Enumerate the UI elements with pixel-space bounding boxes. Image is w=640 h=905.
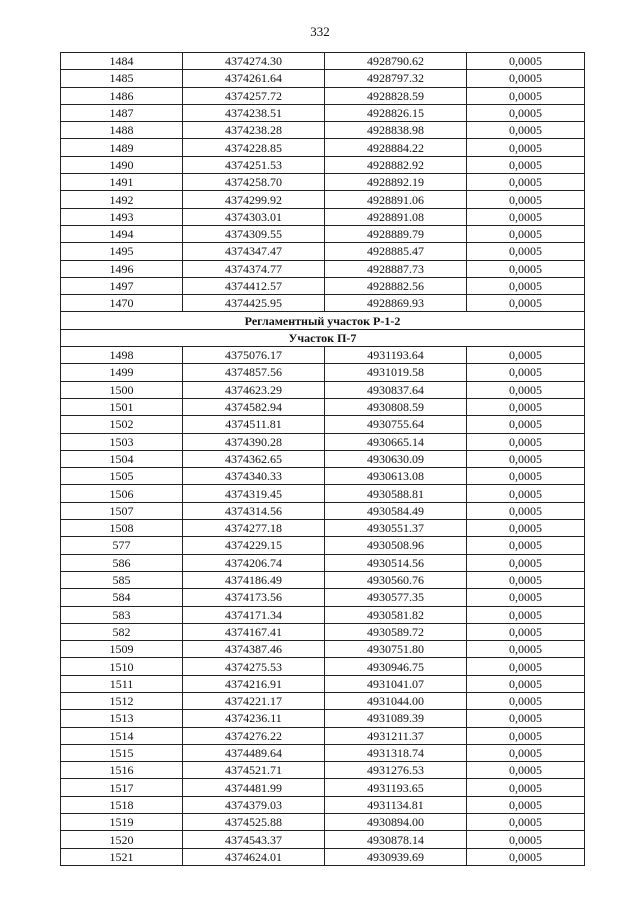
y-coordinate-cell: 4928882.92	[325, 156, 467, 173]
y-coordinate-cell: 4930808.59	[325, 398, 467, 415]
accuracy-cell: 0,0005	[467, 537, 585, 554]
table-row	[61, 260, 585, 277]
accuracy-cell: 0,0005	[467, 416, 585, 433]
accuracy-cell: 0,0005	[467, 623, 585, 640]
x-coordinate-cell: 4375076.17	[183, 347, 325, 364]
x-coordinate-cell: 4374276.22	[183, 727, 325, 744]
x-coordinate-cell: 4374299.92	[183, 191, 325, 208]
y-coordinate-cell: 4930584.49	[325, 502, 467, 519]
point-number-cell: 1488	[61, 122, 183, 139]
point-number-cell: 1499	[61, 364, 183, 381]
y-coordinate-cell: 4930577.35	[325, 589, 467, 606]
accuracy-cell: 0,0005	[467, 727, 585, 744]
point-number-cell: 1487	[61, 104, 183, 121]
accuracy-cell: 0,0005	[467, 87, 585, 104]
y-coordinate-cell: 4928790.62	[325, 53, 467, 70]
accuracy-cell: 0,0005	[467, 53, 585, 70]
y-coordinate-cell: 4928891.06	[325, 191, 467, 208]
x-coordinate-cell: 4374412.57	[183, 277, 325, 294]
accuracy-cell: 0,0005	[467, 139, 585, 156]
table-row	[61, 174, 585, 191]
x-coordinate-cell: 4374236.11	[183, 710, 325, 727]
point-number-cell: 584	[61, 589, 183, 606]
accuracy-cell: 0,0005	[467, 398, 585, 415]
point-number-cell: 582	[61, 623, 183, 640]
point-number-cell: 1484	[61, 53, 183, 70]
accuracy-cell: 0,0005	[467, 468, 585, 485]
y-coordinate-cell: 4928891.08	[325, 208, 467, 225]
table-row	[61, 502, 585, 519]
x-coordinate-cell: 4374857.56	[183, 364, 325, 381]
x-coordinate-cell: 4374261.64	[183, 70, 325, 87]
accuracy-cell: 0,0005	[467, 779, 585, 796]
accuracy-cell: 0,0005	[467, 364, 585, 381]
y-coordinate-cell: 4930508.96	[325, 537, 467, 554]
accuracy-cell: 0,0005	[467, 658, 585, 675]
table-row	[61, 554, 585, 571]
table-row	[61, 537, 585, 554]
table-row	[61, 796, 585, 813]
y-coordinate-cell: 4930581.82	[325, 606, 467, 623]
table-row	[61, 571, 585, 588]
point-number-cell: 1514	[61, 727, 183, 744]
x-coordinate-cell: 4374390.28	[183, 433, 325, 450]
x-coordinate-cell: 4374251.53	[183, 156, 325, 173]
point-number-cell: 1494	[61, 225, 183, 242]
x-coordinate-cell: 4374347.47	[183, 243, 325, 260]
y-coordinate-cell: 4930589.72	[325, 623, 467, 640]
point-number-cell: 577	[61, 537, 183, 554]
accuracy-cell: 0,0005	[467, 485, 585, 502]
point-number-cell: 1493	[61, 208, 183, 225]
y-coordinate-cell: 4930665.14	[325, 433, 467, 450]
x-coordinate-cell: 4374340.33	[183, 468, 325, 485]
point-number-cell: 1492	[61, 191, 183, 208]
table-row	[61, 295, 585, 312]
point-number-cell: 1515	[61, 744, 183, 761]
x-coordinate-cell: 4374309.55	[183, 225, 325, 242]
x-coordinate-cell: 4374489.64	[183, 744, 325, 761]
accuracy-cell: 0,0005	[467, 450, 585, 467]
point-number-cell: 1497	[61, 277, 183, 294]
accuracy-cell: 0,0005	[467, 191, 585, 208]
x-coordinate-cell: 4374277.18	[183, 520, 325, 537]
y-coordinate-cell: 4930939.69	[325, 848, 467, 865]
y-coordinate-cell: 4931211.37	[325, 727, 467, 744]
y-coordinate-cell: 4931041.07	[325, 675, 467, 692]
accuracy-cell: 0,0005	[467, 347, 585, 364]
point-number-cell: 585	[61, 571, 183, 588]
point-number-cell: 1486	[61, 87, 183, 104]
x-coordinate-cell: 4374314.56	[183, 502, 325, 519]
x-coordinate-cell: 4374228.85	[183, 139, 325, 156]
point-number-cell: 1501	[61, 398, 183, 415]
y-coordinate-cell: 4928838.98	[325, 122, 467, 139]
section-header-row	[61, 312, 585, 329]
coordinates-table	[60, 52, 585, 866]
y-coordinate-cell: 4931044.00	[325, 692, 467, 709]
table-row	[61, 225, 585, 242]
y-coordinate-cell: 4928889.79	[325, 225, 467, 242]
x-coordinate-cell: 4374425.95	[183, 295, 325, 312]
point-number-cell: 1517	[61, 779, 183, 796]
point-number-cell: 1504	[61, 450, 183, 467]
accuracy-cell: 0,0005	[467, 260, 585, 277]
table-row	[61, 779, 585, 796]
point-number-cell: 1502	[61, 416, 183, 433]
x-coordinate-cell: 4374221.17	[183, 692, 325, 709]
accuracy-cell: 0,0005	[467, 104, 585, 121]
accuracy-cell: 0,0005	[467, 589, 585, 606]
accuracy-cell: 0,0005	[467, 831, 585, 848]
point-number-cell: 1516	[61, 762, 183, 779]
y-coordinate-cell: 4928884.22	[325, 139, 467, 156]
accuracy-cell: 0,0005	[467, 243, 585, 260]
point-number-cell: 1509	[61, 641, 183, 658]
table-row	[61, 139, 585, 156]
point-number-cell: 586	[61, 554, 183, 571]
point-number-cell: 1485	[61, 70, 183, 87]
table-row	[61, 208, 585, 225]
x-coordinate-cell: 4374481.99	[183, 779, 325, 796]
table-row	[61, 70, 585, 87]
section-header: Участок П-7	[61, 329, 585, 346]
y-coordinate-cell: 4930630.09	[325, 450, 467, 467]
accuracy-cell: 0,0005	[467, 710, 585, 727]
x-coordinate-cell: 4374274.30	[183, 53, 325, 70]
point-number-cell: 1518	[61, 796, 183, 813]
point-number-cell: 1507	[61, 502, 183, 519]
table-row	[61, 450, 585, 467]
accuracy-cell: 0,0005	[467, 675, 585, 692]
x-coordinate-cell: 4374623.29	[183, 381, 325, 398]
y-coordinate-cell: 4931019.58	[325, 364, 467, 381]
accuracy-cell: 0,0005	[467, 571, 585, 588]
point-number-cell: 1503	[61, 433, 183, 450]
section-header-row	[61, 329, 585, 346]
y-coordinate-cell: 4930751.80	[325, 641, 467, 658]
x-coordinate-cell: 4374206.74	[183, 554, 325, 571]
point-number-cell: 1521	[61, 848, 183, 865]
point-number-cell: 1508	[61, 520, 183, 537]
accuracy-cell: 0,0005	[467, 762, 585, 779]
accuracy-cell: 0,0005	[467, 744, 585, 761]
y-coordinate-cell: 4931193.64	[325, 347, 467, 364]
table-row	[61, 87, 585, 104]
point-number-cell: 1491	[61, 174, 183, 191]
y-coordinate-cell: 4930878.14	[325, 831, 467, 848]
table-row	[61, 416, 585, 433]
y-coordinate-cell: 4930514.56	[325, 554, 467, 571]
page-number: 332	[310, 24, 330, 39]
x-coordinate-cell: 4374216.91	[183, 675, 325, 692]
x-coordinate-cell: 4374258.70	[183, 174, 325, 191]
table-row	[61, 520, 585, 537]
accuracy-cell: 0,0005	[467, 381, 585, 398]
x-coordinate-cell: 4374229.15	[183, 537, 325, 554]
y-coordinate-cell: 4928797.32	[325, 70, 467, 87]
accuracy-cell: 0,0005	[467, 606, 585, 623]
x-coordinate-cell: 4374362.65	[183, 450, 325, 467]
accuracy-cell: 0,0005	[467, 70, 585, 87]
y-coordinate-cell: 4928828.59	[325, 87, 467, 104]
section-header: Регламентный участок Р-1-2	[61, 312, 585, 329]
y-coordinate-cell: 4930613.08	[325, 468, 467, 485]
table-row	[61, 364, 585, 381]
accuracy-cell: 0,0005	[467, 225, 585, 242]
y-coordinate-cell: 4930551.37	[325, 520, 467, 537]
accuracy-cell: 0,0005	[467, 295, 585, 312]
point-number-cell: 1511	[61, 675, 183, 692]
table-row	[61, 381, 585, 398]
point-number-cell: 1496	[61, 260, 183, 277]
y-coordinate-cell: 4931276.53	[325, 762, 467, 779]
point-number-cell: 1498	[61, 347, 183, 364]
x-coordinate-cell: 4374238.28	[183, 122, 325, 139]
point-number-cell: 1489	[61, 139, 183, 156]
point-number-cell: 1506	[61, 485, 183, 502]
y-coordinate-cell: 4930894.00	[325, 814, 467, 831]
accuracy-cell: 0,0005	[467, 502, 585, 519]
accuracy-cell: 0,0005	[467, 641, 585, 658]
x-coordinate-cell: 4374624.01	[183, 848, 325, 865]
x-coordinate-cell: 4374186.49	[183, 571, 325, 588]
table-row	[61, 710, 585, 727]
x-coordinate-cell: 4374543.37	[183, 831, 325, 848]
x-coordinate-cell: 4374521.71	[183, 762, 325, 779]
accuracy-cell: 0,0005	[467, 796, 585, 813]
accuracy-cell: 0,0005	[467, 848, 585, 865]
table-row	[61, 53, 585, 70]
y-coordinate-cell: 4931193.65	[325, 779, 467, 796]
y-coordinate-cell: 4928887.73	[325, 260, 467, 277]
table-row	[61, 156, 585, 173]
accuracy-cell: 0,0005	[467, 156, 585, 173]
x-coordinate-cell: 4374525.88	[183, 814, 325, 831]
y-coordinate-cell: 4930946.75	[325, 658, 467, 675]
table-row	[61, 675, 585, 692]
x-coordinate-cell: 4374275.53	[183, 658, 325, 675]
point-number-cell: 1519	[61, 814, 183, 831]
table-row	[61, 848, 585, 865]
x-coordinate-cell: 4374379.03	[183, 796, 325, 813]
point-number-cell: 1470	[61, 295, 183, 312]
x-coordinate-cell: 4374582.94	[183, 398, 325, 415]
table-row	[61, 641, 585, 658]
y-coordinate-cell: 4930755.64	[325, 416, 467, 433]
table-row	[61, 658, 585, 675]
accuracy-cell: 0,0005	[467, 554, 585, 571]
table-row	[61, 744, 585, 761]
x-coordinate-cell: 4374387.46	[183, 641, 325, 658]
y-coordinate-cell: 4928869.93	[325, 295, 467, 312]
table-row	[61, 692, 585, 709]
table-row	[61, 831, 585, 848]
point-number-cell: 1490	[61, 156, 183, 173]
accuracy-cell: 0,0005	[467, 122, 585, 139]
accuracy-cell: 0,0005	[467, 520, 585, 537]
point-number-cell: 1495	[61, 243, 183, 260]
accuracy-cell: 0,0005	[467, 433, 585, 450]
y-coordinate-cell: 4931318.74	[325, 744, 467, 761]
point-number-cell: 1500	[61, 381, 183, 398]
table-row	[61, 762, 585, 779]
y-coordinate-cell: 4931134.81	[325, 796, 467, 813]
table-row	[61, 398, 585, 415]
point-number-cell: 1512	[61, 692, 183, 709]
point-number-cell: 1505	[61, 468, 183, 485]
x-coordinate-cell: 4374319.45	[183, 485, 325, 502]
x-coordinate-cell: 4374257.72	[183, 87, 325, 104]
x-coordinate-cell: 4374303.01	[183, 208, 325, 225]
x-coordinate-cell: 4374167.41	[183, 623, 325, 640]
accuracy-cell: 0,0005	[467, 208, 585, 225]
accuracy-cell: 0,0005	[467, 814, 585, 831]
accuracy-cell: 0,0005	[467, 692, 585, 709]
table-row	[61, 606, 585, 623]
y-coordinate-cell: 4928826.15	[325, 104, 467, 121]
x-coordinate-cell: 4374238.51	[183, 104, 325, 121]
table-row	[61, 347, 585, 364]
y-coordinate-cell: 4931089.39	[325, 710, 467, 727]
table-row	[61, 433, 585, 450]
table-row	[61, 485, 585, 502]
y-coordinate-cell: 4928892.19	[325, 174, 467, 191]
x-coordinate-cell: 4374511.81	[183, 416, 325, 433]
accuracy-cell: 0,0005	[467, 277, 585, 294]
y-coordinate-cell: 4928882.56	[325, 277, 467, 294]
table-row	[61, 623, 585, 640]
x-coordinate-cell: 4374171.34	[183, 606, 325, 623]
table-row	[61, 104, 585, 121]
point-number-cell: 1513	[61, 710, 183, 727]
table-row	[61, 277, 585, 294]
y-coordinate-cell: 4930560.76	[325, 571, 467, 588]
table-row	[61, 243, 585, 260]
table-row	[61, 468, 585, 485]
point-number-cell: 1520	[61, 831, 183, 848]
y-coordinate-cell: 4930837.64	[325, 381, 467, 398]
table-row	[61, 122, 585, 139]
x-coordinate-cell: 4374374.77	[183, 260, 325, 277]
table-row	[61, 191, 585, 208]
accuracy-cell: 0,0005	[467, 174, 585, 191]
table-row	[61, 727, 585, 744]
x-coordinate-cell: 4374173.56	[183, 589, 325, 606]
point-number-cell: 1510	[61, 658, 183, 675]
point-number-cell: 583	[61, 606, 183, 623]
y-coordinate-cell: 4928885.47	[325, 243, 467, 260]
table-row	[61, 814, 585, 831]
table-row	[61, 589, 585, 606]
y-coordinate-cell: 4930588.81	[325, 485, 467, 502]
